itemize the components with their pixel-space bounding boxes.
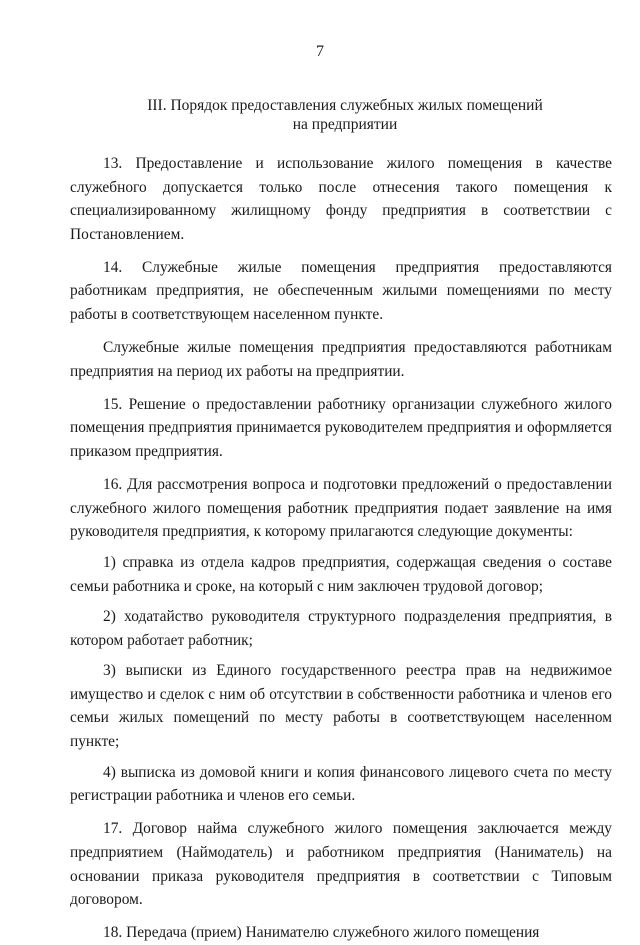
paragraph-14-continuation: Служебные жилые помещения предприятия предоставляются работникам предприятия на период их работы на предприятии. [70, 339, 612, 380]
document-body [70, 152, 612, 945]
section-heading-line-2: на предприятии [292, 116, 398, 133]
paragraph-17: 17. Договор найма служебного жилого помещения заключается между предприятием (Наймодатель) и работником предприятия (Наниматель) на основании приказа руководителя предприятия в соответствии с Типовым договором. [70, 820, 612, 909]
list-item-4: 4) выписка из домовой книги и копия финансового лицевого счета по месту регистрации работника и членов его семьи. [70, 763, 612, 805]
paragraph-14: 14. Служебные жилые помещения предприятия предоставляются работникам предприятия, не обеспеченным жилыми помещениями по месту работы в соответствующем населенном пункте. [70, 258, 612, 324]
paragraph-18: 18. Передача (прием) Нанимателю служебного жилого помещения [103, 924, 540, 942]
list-item-3: 3) выписки из Единого государственного реестра прав на недвижимое имущество и сделок с ним об отсутствии в собственности работника и членов его семьи жилых помещений по месту работы в соответствующем населенном пункте; [70, 662, 612, 751]
paragraph-16: 16. Для рассмотрения вопроса и подготовки предложений о предоставлении служебного жилого помещения работник предприятия подает заявление на имя руководителя предприятия, к которому прилагаются следующие документы: [70, 476, 612, 541]
paragraph-15: 15. Решение о предоставлении работнику организации служебного жилого помещения предприятия принимается руководителем предприятия и оформляется приказом предприятия. [70, 395, 612, 461]
list-item-1: 1) справка из отдела кадров предприятия, содержащая сведения о составе семьи работника и сроке, на который с ним заключен трудовой договор; [70, 553, 612, 595]
section-heading [100, 96, 590, 134]
list-item-2: 2) ходатайство руководителя структурного подразделения предприятия, в котором работает работник; [70, 608, 612, 649]
section-heading-line-1: III. Порядок предоставления служебных жилых помещений [147, 97, 543, 114]
page-number: 7 [316, 43, 324, 60]
paragraph-13: 13. Предоставление и использование жилого помещения в качестве служебного допускается только после отнесения такого помещения к специализированному жилищному фонду предприятия в соответствии с Постановлением. [70, 155, 612, 243]
